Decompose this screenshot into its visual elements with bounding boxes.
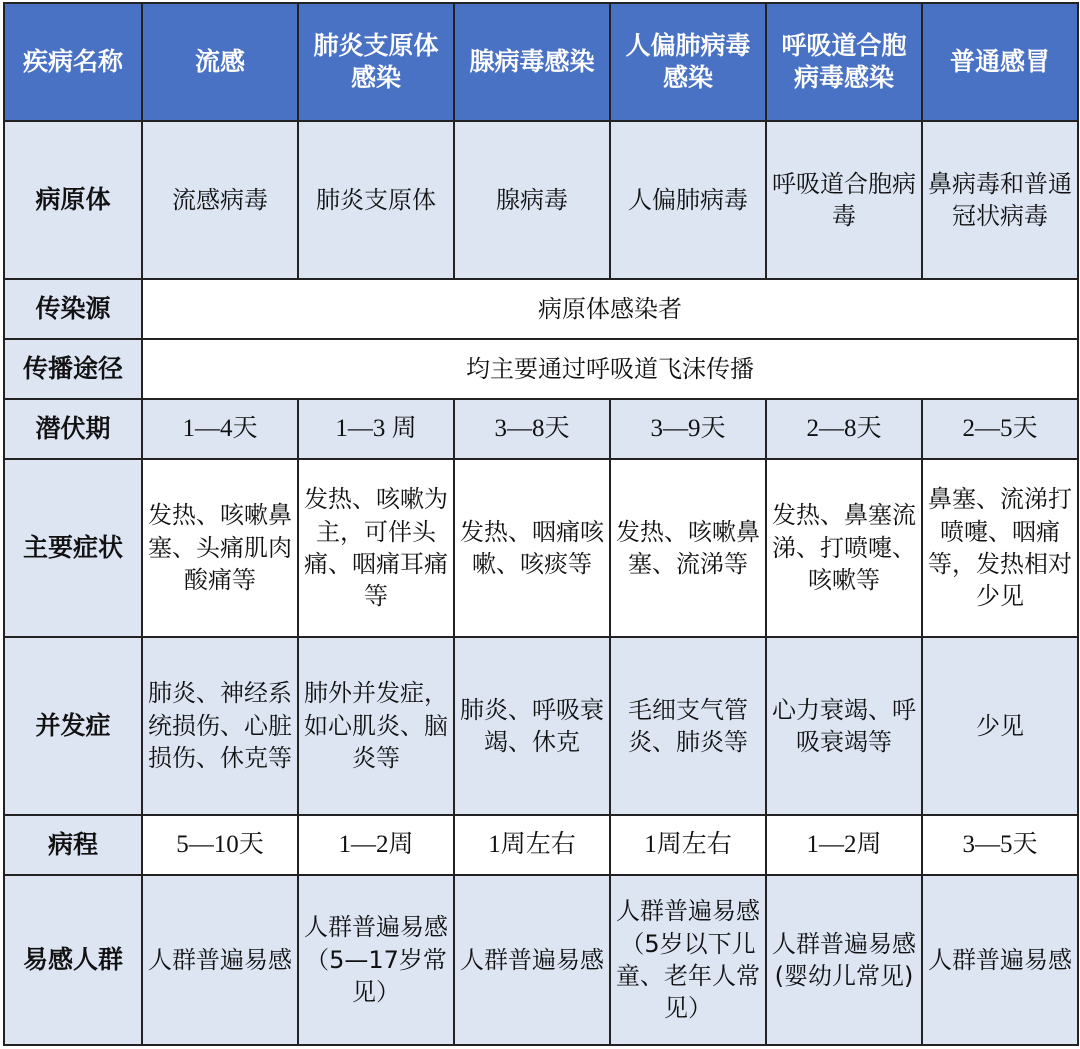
row-label-pathogen: 病原体 xyxy=(4,121,142,279)
cell-course-hmpv: 1周左右 xyxy=(610,815,766,875)
header-disease-adenovirus: 腺病毒感染 xyxy=(454,3,610,121)
cell-course-rsv: 1—2周 xyxy=(766,815,922,875)
header-disease-flu: 流感 xyxy=(142,3,298,121)
cell-pathogen-adenovirus: 腺病毒 xyxy=(454,121,610,279)
cell-susceptible-common-cold: 人群普遍易感 xyxy=(922,875,1078,1045)
cell-susceptible-flu: 人群普遍易感 xyxy=(142,875,298,1045)
cell-symptoms-flu: 发热、咳嗽鼻塞、头痛肌肉酸痛等 xyxy=(142,459,298,637)
row-course xyxy=(4,815,1078,875)
cell-susceptible-hmpv: 人群普遍易感（5岁以下儿童、老年人常见） xyxy=(610,875,766,1045)
cell-incubation-rsv: 2—8天 xyxy=(766,399,922,459)
header-disease-rsv: 呼吸道合胞病毒感染 xyxy=(766,3,922,121)
cell-pathogen-mycoplasma: 肺炎支原体 xyxy=(298,121,454,279)
row-label-course: 病程 xyxy=(4,815,142,875)
header-disease-common-cold: 普通感冒 xyxy=(922,3,1078,121)
cell-susceptible-adenovirus: 人群普遍易感 xyxy=(454,875,610,1045)
cell-pathogen-hmpv: 人偏肺病毒 xyxy=(610,121,766,279)
cell-incubation-mycoplasma: 1—3 周 xyxy=(298,399,454,459)
row-pathogen xyxy=(4,121,1078,279)
row-label-source: 传染源 xyxy=(4,279,142,339)
cell-susceptible-mycoplasma: 人群普遍易感（5—17岁常见） xyxy=(298,875,454,1045)
row-label-symptoms: 主要症状 xyxy=(4,459,142,637)
cell-incubation-adenovirus: 3—8天 xyxy=(454,399,610,459)
row-route xyxy=(4,339,1078,399)
comparison-table-container xyxy=(3,2,1077,1045)
cell-complications-hmpv: 毛细支气管炎、肺炎等 xyxy=(610,637,766,815)
cell-symptoms-mycoplasma: 发热、咳嗽为主，可伴头痛、咽痛耳痛等 xyxy=(298,459,454,637)
cell-course-common-cold: 3—5天 xyxy=(922,815,1078,875)
cell-source-all: 病原体感染者 xyxy=(142,279,1078,339)
header-corner: 疾病名称 xyxy=(4,3,142,121)
row-susceptible xyxy=(4,875,1078,1045)
row-label-complications: 并发症 xyxy=(4,637,142,815)
cell-symptoms-rsv: 发热、鼻塞流涕、打喷嚏、咳嗽等 xyxy=(766,459,922,637)
cell-course-adenovirus: 1周左右 xyxy=(454,815,610,875)
cell-symptoms-hmpv: 发热、咳嗽鼻塞、流涕等 xyxy=(610,459,766,637)
cell-course-mycoplasma: 1—2周 xyxy=(298,815,454,875)
cell-complications-rsv: 心力衰竭、呼吸衰竭等 xyxy=(766,637,922,815)
cell-pathogen-rsv: 呼吸道合胞病毒 xyxy=(766,121,922,279)
cell-incubation-flu: 1—4天 xyxy=(142,399,298,459)
row-label-susceptible: 易感人群 xyxy=(4,875,142,1045)
cell-incubation-common-cold: 2—5天 xyxy=(922,399,1078,459)
cell-pathogen-flu: 流感病毒 xyxy=(142,121,298,279)
cell-complications-mycoplasma: 肺外并发症，如心肌炎、脑炎等 xyxy=(298,637,454,815)
row-symptoms xyxy=(4,459,1078,637)
disease-comparison-table xyxy=(3,2,1079,1046)
header-disease-hmpv: 人偏肺病毒感染 xyxy=(610,3,766,121)
row-incubation xyxy=(4,399,1078,459)
row-label-route: 传播途径 xyxy=(4,339,142,399)
cell-susceptible-rsv: 人群普遍易感(婴幼儿常见) xyxy=(766,875,922,1045)
row-label-incubation: 潜伏期 xyxy=(4,399,142,459)
cell-symptoms-common-cold: 鼻塞、流涕打喷嚏、咽痛等，发热相对少见 xyxy=(922,459,1078,637)
row-source xyxy=(4,279,1078,339)
cell-complications-common-cold: 少见 xyxy=(922,637,1078,815)
cell-complications-adenovirus: 肺炎、呼吸衰竭、休克 xyxy=(454,637,610,815)
cell-symptoms-adenovirus: 发热、咽痛咳嗽、咳痰等 xyxy=(454,459,610,637)
cell-complications-flu: 肺炎、神经系统损伤、心脏损伤、休克等 xyxy=(142,637,298,815)
cell-incubation-hmpv: 3—9天 xyxy=(610,399,766,459)
header-disease-mycoplasma: 肺炎支原体感染 xyxy=(298,3,454,121)
cell-course-flu: 5—10天 xyxy=(142,815,298,875)
row-complications xyxy=(4,637,1078,815)
cell-route-all: 均主要通过呼吸道飞沫传播 xyxy=(142,339,1078,399)
header-row xyxy=(4,3,1078,121)
cell-pathogen-common-cold: 鼻病毒和普通冠状病毒 xyxy=(922,121,1078,279)
